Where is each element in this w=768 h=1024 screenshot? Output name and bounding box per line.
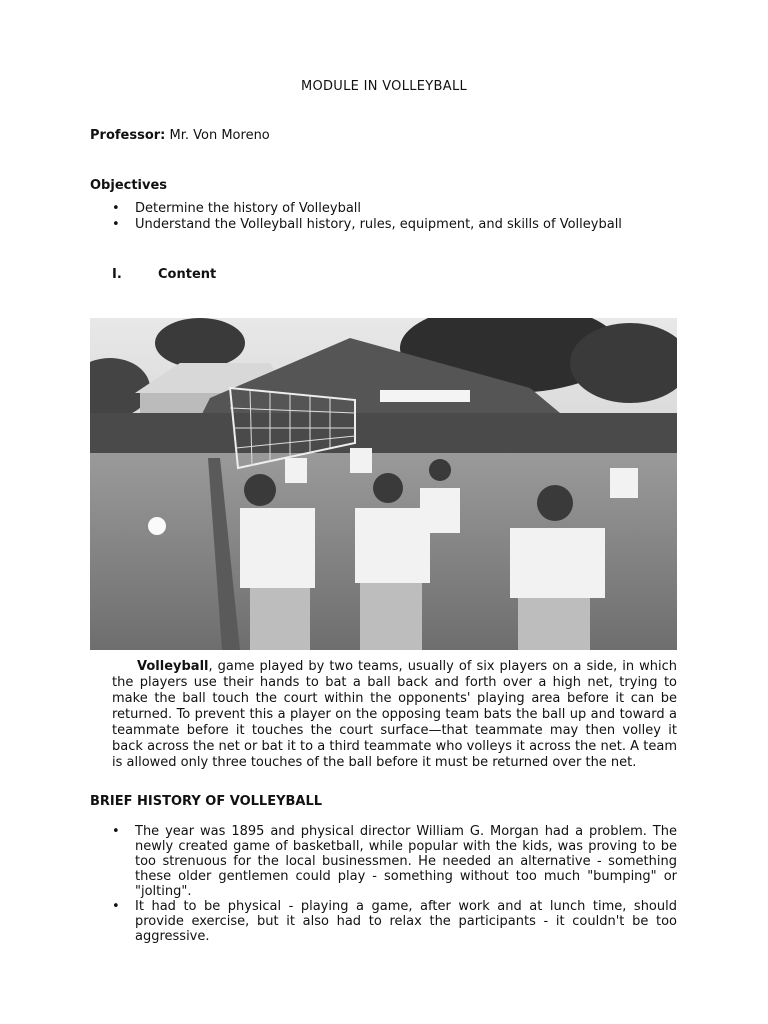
page-title: MODULE IN VOLLEYBALL [300, 79, 468, 94]
professor-label: Professor: [90, 128, 166, 143]
professor-line [90, 128, 270, 143]
history-heading: BRIEF HISTORY OF VOLLEYBALL [90, 794, 323, 809]
history-list [90, 824, 677, 944]
professor-name: Mr. Von Moreno [169, 128, 270, 143]
history-item: • The year was 1895 and physical director William G. Morgan had a problem. The newly created game of basketball, while popular with the kids, was proving to be too strenuous for the local businessmen. He needed an alternative - something these older gentlemen could play - something without too much "bumping" or "jolting". [90, 824, 677, 899]
objective-item: • Understand the Volleyball history, rules, equipment, and skills of Volleyball [90, 217, 622, 233]
section-title: Content [158, 267, 217, 282]
intro-paragraph [112, 659, 677, 771]
intro-term: Volleyball [137, 659, 209, 674]
objective-item: • Determine the history of Volleyball [90, 201, 622, 217]
section-heading [112, 267, 216, 282]
objectives-heading: Objectives [90, 178, 168, 193]
objectives-list [90, 201, 622, 233]
section-number: I. [112, 267, 122, 282]
volleyball-photo [90, 318, 677, 650]
intro-text: , game played by two teams, usually of six players on a side, in which the players use their hands to bat a ball back and forth over a high net, trying to make the ball touch the court within the opponents' playing area before it can be returned. To prevent this a player on the opposing team bats the ball up and toward a teammate before it touches the court surface—that teammate may then volley it back across the net or bat it to a third teammate who volleys it across the net. A team is allowed only three touches of the ball before it must be returned over the net. [112, 659, 677, 770]
history-item: • It had to be physical - playing a game, after work and at lunch time, should provide exercise, but it also had to relax the participants - it couldn't be too aggressive. [90, 899, 677, 944]
